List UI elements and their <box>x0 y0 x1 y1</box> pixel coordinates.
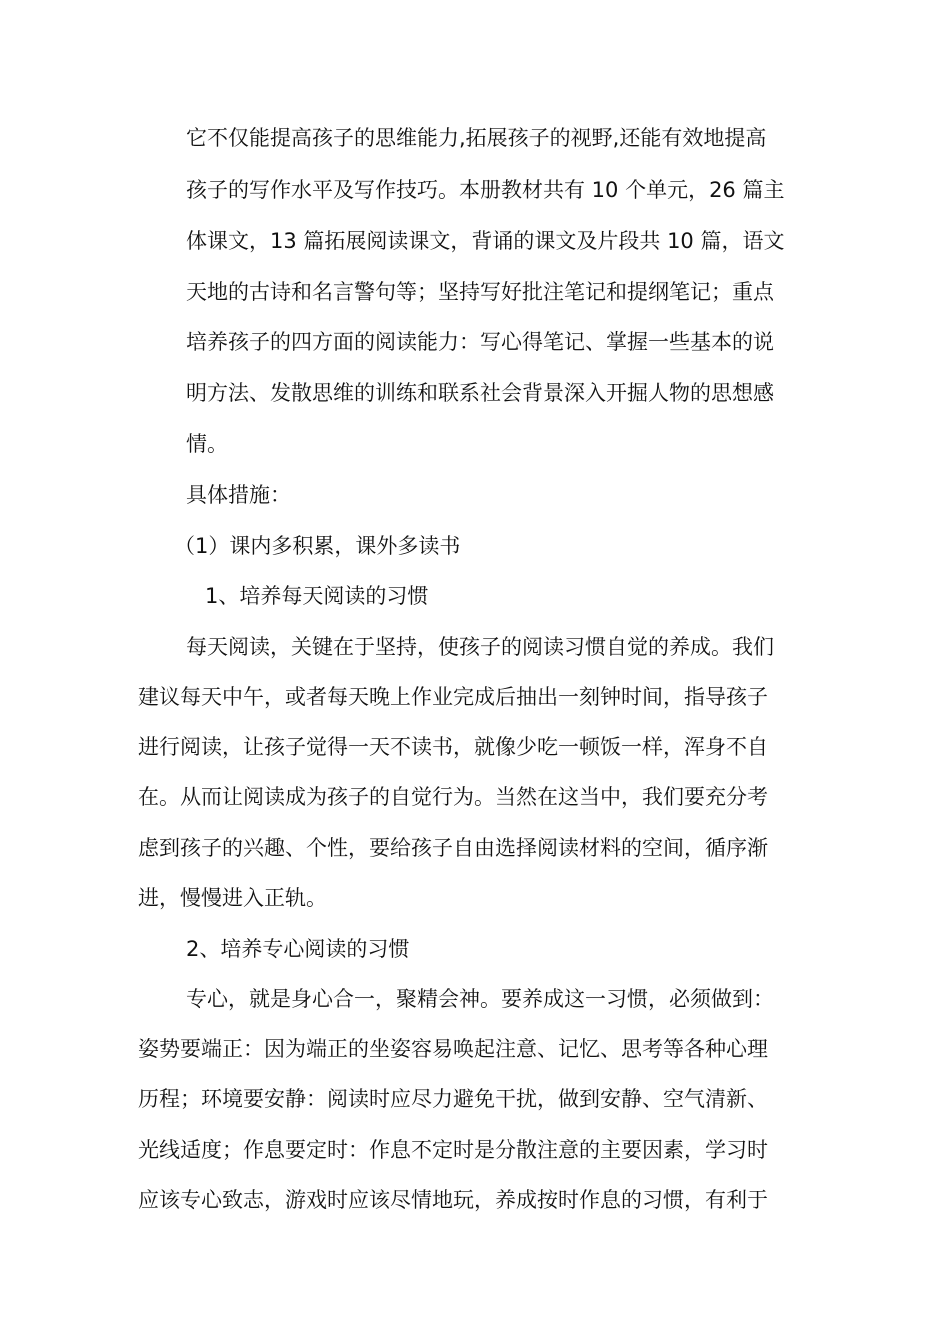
paragraph-3-line-2: 姿势要端正：因为端正的坐姿容易唤起注意、记忆、思考等各种心理 <box>138 1037 768 1061</box>
paragraph-2-line-2: 建议每天中午，或者每天晚上作业完成后抽出一刻钟时间，指导孩子 <box>138 685 768 709</box>
paragraph-1-line-7: 情。 <box>186 432 228 456</box>
paragraph-3-line-4: 光线适度；作息要定时：作息不定时是分散注意的主要因素，学习时 <box>138 1138 768 1162</box>
paragraph-2-line-3: 进行阅读，让孩子觉得一天不读书，就像少吃一顿饭一样，浑身不自 <box>138 735 768 759</box>
habit-2-heading: 2、培养专心阅读的习惯 <box>186 937 410 961</box>
section-1-heading: （1）课内多积累，课外多读书 <box>174 534 461 558</box>
paragraph-2-line-6: 进，慢慢进入正轨。 <box>138 886 327 910</box>
paragraph-2-line-5: 虑到孩子的兴趣、个性，要给孩子自由选择阅读材料的空间，循序渐 <box>138 836 768 860</box>
paragraph-2-line-4: 在。从而让阅读成为孩子的自觉行为。当然在这当中，我们要充分考 <box>138 785 768 809</box>
paragraph-1-line-3: 体课文，13 篇拓展阅读课文，背诵的课文及片段共 10 篇，语文 <box>186 229 785 253</box>
paragraph-1-line-4: 天地的古诗和名言警句等；坚持写好批注笔记和提纲笔记；重点 <box>186 280 774 304</box>
paragraph-3-line-3: 历程；环境要安静：阅读时应尽力避免干扰，做到安静、空气清新、 <box>138 1087 768 1111</box>
paragraph-1-line-2: 孩子的写作水平及写作技巧。本册教材共有 10 个单元，26 篇主 <box>186 178 785 202</box>
paragraph-1-line-6: 明方法、发散思维的训练和联系社会背景深入开掘人物的思想感 <box>186 381 774 405</box>
paragraph-3-line-5: 应该专心致志，游戏时应该尽情地玩，养成按时作息的习惯，有利于 <box>138 1188 768 1212</box>
habit-1-heading: 1、培养每天阅读的习惯 <box>205 584 429 608</box>
paragraph-3-line-1: 专心，就是身心合一，聚精会神。要养成这一习惯，必须做到： <box>186 987 774 1011</box>
paragraph-2-line-1: 每天阅读，关键在于坚持，使孩子的阅读习惯自觉的养成。我们 <box>186 635 774 659</box>
measures-heading: 具体措施： <box>186 483 291 507</box>
paragraph-1-line-1: 它不仅能提高孩子的思维能力,拓展孩子的视野,还能有效地提高 <box>186 126 767 150</box>
paragraph-1-line-5: 培养孩子的四方面的阅读能力：写心得笔记、掌握一些基本的说 <box>186 330 774 354</box>
